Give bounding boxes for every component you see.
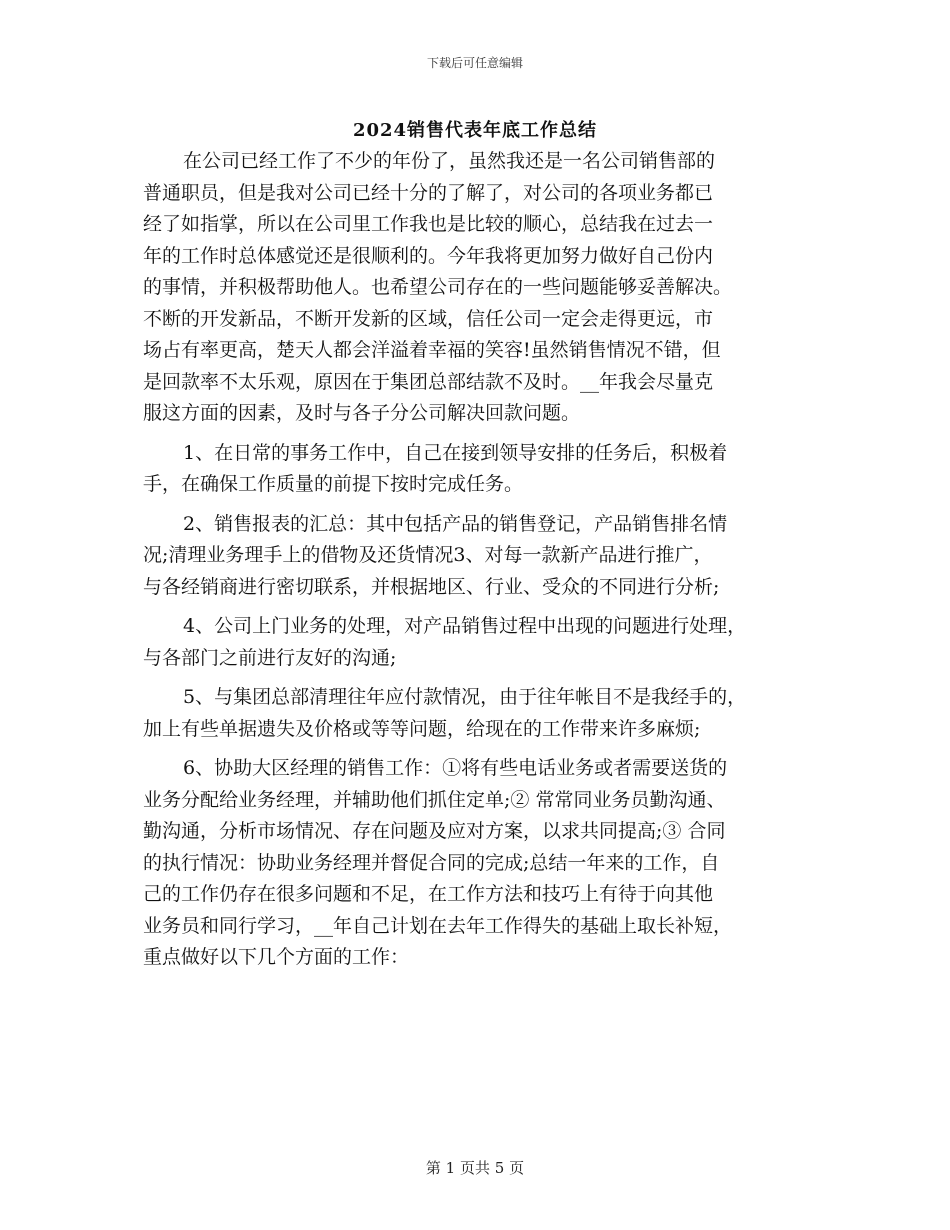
paragraph-line: 与各部门之前进行友好的沟通; [143, 646, 397, 669]
document-body [143, 146, 815, 974]
paragraph [143, 682, 815, 745]
page-header-note: 下载后可任意编辑 [426, 56, 523, 70]
paragraph-line: 勤沟通，分析市场情况、存在问题及应对方案，以求共同提高;③ 合同 [143, 820, 726, 842]
paragraph-gap [143, 501, 815, 509]
paragraph-line: 业务分配给业务经理，并辅助他们抓住定单;② 常常同业务员勤沟通、 [143, 788, 726, 811]
paragraph-gap [143, 430, 815, 438]
paragraph-line: 1、在日常的事务工作中，自己在接到领导安排的任务后，积极着 [183, 441, 728, 464]
paragraph-line: 场占有率更高，楚天人都会洋溢着幸福的笑容!虽然销售情况不错，但 [143, 339, 721, 361]
paragraph [143, 753, 815, 974]
paragraph-line: 5、与集团总部清理往年应付款情况，由于往年帐目不是我经手的， [183, 686, 747, 708]
document-title: 2024销售代表年底工作总结 [352, 120, 598, 141]
paragraph-line: 重点做好以下几个方面的工作： [143, 946, 410, 968]
paragraph-line: 是回款率不太乐观，原因在于集团总部结款不及时。__年我会尽量克 [143, 370, 714, 393]
paragraph-line: 己的工作仍存在很多问题和不足，在工作方法和技巧上有待于向其他 [143, 883, 714, 905]
paragraph [143, 509, 815, 604]
paragraph-line: 手，在确保工作质量的前提下按时完成任务。 [143, 473, 524, 495]
paragraph [143, 438, 815, 501]
paragraph-line: 4、公司上门业务的处理，对产品销售过程中出现的问题进行处理， [183, 615, 747, 637]
paragraph-gap [143, 603, 815, 611]
paragraph-line: 经了如指掌，所以在公司里工作我也是比较的顺心，总结我在过去一 [143, 213, 714, 235]
paragraph-line: 2、销售报表的汇总：其中包括产品的销售登记，产品销售排名情 [183, 512, 728, 535]
paragraph [143, 611, 815, 674]
paragraph-line: 在公司已经工作了不少的年份了，虽然我还是一名公司销售部的 [183, 150, 716, 172]
paragraph-line: 不断的开发新品，不断开发新的区域，信任公司一定会走得更远，市 [143, 307, 714, 330]
paragraph-line: 加上有些单据遗失及价格或等等问题，给现在的工作带来许多麻烦; [143, 717, 701, 740]
paragraph-line: 服这方面的因素，及时与各子分公司解决回款问题。 [143, 402, 581, 424]
paragraph-line: 业务员和同行学习，__年自己计划在去年工作得失的基础上取长补短， [143, 914, 733, 937]
paragraph-gap [143, 745, 815, 753]
page-footer: 第 1 页共 5 页 [425, 1159, 525, 1177]
paragraph [143, 146, 815, 430]
paragraph-gap [143, 674, 815, 682]
paragraph-line: 与各经销商进行密切联系，并根据地区、行业、受众的不同进行分析; [143, 575, 720, 598]
paragraph-line: 的事情，并积极帮助他人。也希望公司存在的一些问题能够妥善解决。 [143, 276, 733, 298]
paragraph-line: 普通职员，但是我对公司已经十分的了解了，对公司的各项业务都已 [143, 181, 714, 204]
paragraph-line: 年的工作时总体感觉还是很顺利的。今年我将更加努力做好自己份内 [143, 244, 714, 267]
paragraph-line: 的执行情况：协助业务经理并督促合同的完成;总结一年来的工作，自 [143, 851, 720, 874]
paragraph-line: 况;清理业务理手上的借物及还货情况3、对每一款新产品进行推广， [143, 544, 713, 566]
paragraph-line: 6、协助大区经理的销售工作：①将有些电话业务或者需要送货的 [183, 757, 728, 779]
